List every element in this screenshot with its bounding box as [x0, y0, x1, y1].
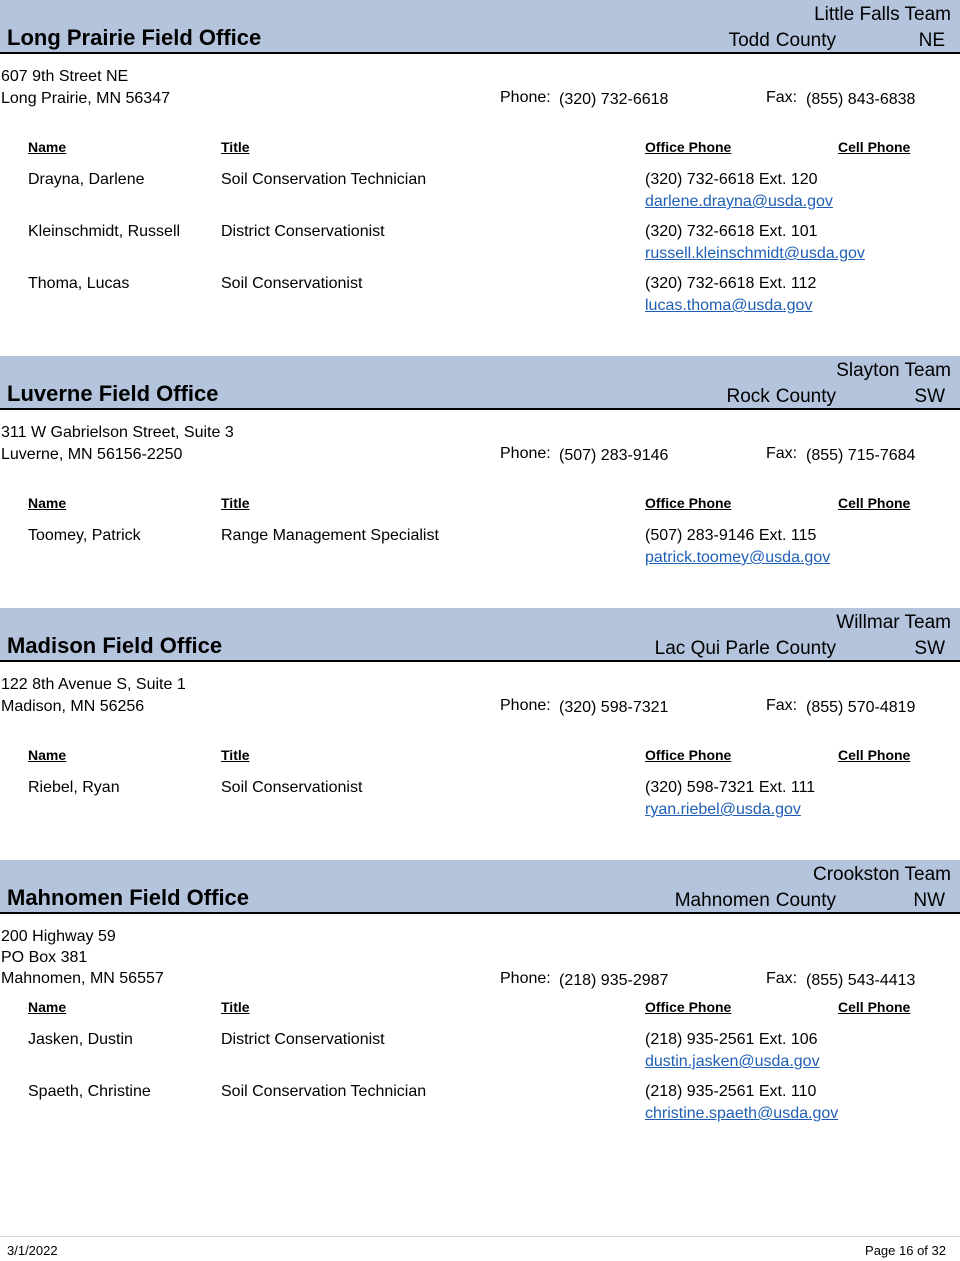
staff-office-phone: (320) 732-6618 Ext. 120	[645, 171, 818, 188]
county-word: County	[775, 638, 836, 659]
office-phone: (218) 935-2987	[559, 972, 669, 989]
county-word: County	[775, 386, 836, 407]
address-line: 311 W Gabrielson Street, Suite 3	[1, 424, 234, 441]
staff-email-link[interactable]: ryan.riebel@usda.gov	[645, 801, 801, 818]
staff-email-link[interactable]: patrick.toomey@usda.gov	[645, 549, 831, 566]
staff-title: Soil Conservation Technician	[221, 171, 427, 188]
staff-office-phone: (320) 732-6618 Ext. 101	[645, 223, 818, 240]
office-address	[1, 926, 164, 989]
col-header-title: Title	[221, 139, 250, 155]
staff-title: District Conservationist	[221, 223, 385, 240]
address-line: 607 9th Street NE	[1, 68, 129, 85]
region: SW	[914, 386, 945, 407]
county-name: Rock	[726, 386, 770, 407]
staff-email-link[interactable]: christine.spaeth@usda.gov	[645, 1105, 839, 1122]
staff-email-link[interactable]: darlene.drayna@usda.gov	[645, 193, 833, 210]
col-header-name: Name	[28, 999, 67, 1015]
address-line: 200 Highway 59	[1, 928, 116, 945]
team-name: Slayton Team	[836, 360, 951, 381]
office-section-luverne	[0, 356, 960, 596]
team-name: Little Falls Team	[814, 4, 951, 25]
region: SW	[914, 638, 945, 659]
office-banner	[0, 860, 960, 914]
col-header-cell-phone: Cell Phone	[838, 139, 911, 155]
office-fax: (855) 843-6838	[806, 91, 916, 108]
col-header-office-phone: Office Phone	[645, 139, 732, 155]
office-phone: (507) 283-9146	[559, 447, 669, 464]
county-word: County	[775, 890, 836, 911]
staff-email-link[interactable]: dustin.jasken@usda.gov	[645, 1053, 820, 1070]
office-phone: (320) 598-7321	[559, 699, 669, 716]
office-fax: (855) 543-4413	[806, 972, 916, 989]
team-name: Crookston Team	[813, 864, 951, 885]
col-header-cell-phone: Cell Phone	[838, 747, 911, 763]
office-section-mahnomen	[0, 860, 960, 1130]
staff-office-phone: (320) 598-7321 Ext. 111	[645, 779, 816, 796]
fax-label: Fax:	[766, 89, 798, 106]
fax-label: Fax:	[766, 445, 798, 462]
footer-page-number: Page 16 of 32	[865, 1243, 946, 1258]
office-banner	[0, 356, 960, 410]
office-section-long-prairie	[0, 0, 960, 330]
address-line: Mahnomen, MN 56557	[1, 970, 164, 987]
col-header-office-phone: Office Phone	[645, 495, 732, 511]
county-name: Mahnomen	[674, 890, 770, 911]
team-name: Willmar Team	[836, 612, 951, 633]
office-address	[1, 66, 170, 110]
address-line: Long Prairie, MN 56347	[1, 90, 170, 107]
fax-label: Fax:	[766, 970, 798, 987]
county	[655, 638, 836, 660]
office-section-madison	[0, 608, 960, 848]
county	[675, 890, 836, 912]
phone-label: Phone:	[500, 445, 551, 462]
county-name: Todd	[728, 30, 770, 51]
office-address	[1, 674, 186, 718]
office-fax: (855) 570-4819	[806, 699, 916, 716]
staff-office-phone: (218) 935-2561 Ext. 106	[645, 1031, 818, 1048]
office-address	[1, 422, 234, 466]
address-line: 122 8th Avenue S, Suite 1	[1, 676, 186, 693]
county-name: Lac Qui Parle	[654, 638, 770, 659]
col-header-name: Name	[28, 747, 67, 763]
staff-title: District Conservationist	[221, 1031, 385, 1048]
staff-office-phone: (320) 732-6618 Ext. 112	[645, 275, 817, 292]
staff-office-phone: (218) 935-2561 Ext. 110	[645, 1083, 817, 1100]
staff-office-phone: (507) 283-9146 Ext. 115	[645, 527, 817, 544]
staff-name: Riebel, Ryan	[28, 779, 120, 796]
col-header-title: Title	[221, 747, 250, 763]
staff-email-link[interactable]: russell.kleinschmidt@usda.gov	[645, 245, 865, 262]
office-name: Mahnomen Field Office	[7, 885, 250, 910]
staff-title: Range Management Specialist	[221, 527, 439, 544]
staff-name: Thoma, Lucas	[28, 275, 130, 292]
footer-date: 3/1/2022	[7, 1243, 58, 1258]
county	[729, 30, 836, 52]
col-header-cell-phone: Cell Phone	[838, 495, 911, 511]
staff-name: Jasken, Dustin	[28, 1031, 133, 1048]
county	[727, 386, 837, 408]
staff-name: Spaeth, Christine	[28, 1083, 151, 1100]
col-header-cell-phone: Cell Phone	[838, 999, 911, 1015]
office-phone: (320) 732-6618	[559, 91, 669, 108]
office-name: Luverne Field Office	[7, 381, 219, 406]
staff-name: Kleinschmidt, Russell	[28, 223, 181, 240]
staff-email-link[interactable]: lucas.thoma@usda.gov	[645, 297, 813, 314]
fax-label: Fax:	[766, 697, 798, 714]
staff-title: Soil Conservationist	[221, 275, 363, 292]
phone-label: Phone:	[500, 89, 551, 106]
footer-divider	[0, 1236, 960, 1237]
col-header-title: Title	[221, 495, 250, 511]
county-word: County	[775, 30, 836, 51]
phone-label: Phone:	[500, 970, 551, 987]
staff-title: Soil Conservationist	[221, 779, 363, 796]
staff-name: Toomey, Patrick	[28, 527, 141, 544]
col-header-title: Title	[221, 999, 250, 1015]
col-header-name: Name	[28, 495, 67, 511]
office-fax: (855) 715-7684	[806, 447, 916, 464]
staff-title: Soil Conservation Technician	[221, 1083, 427, 1100]
address-line: Madison, MN 56256	[1, 698, 145, 715]
staff-name: Drayna, Darlene	[28, 171, 145, 188]
phone-label: Phone:	[500, 697, 551, 714]
address-line: PO Box 381	[1, 949, 88, 966]
region: NW	[913, 890, 945, 911]
address-line: Luverne, MN 56156-2250	[1, 446, 183, 463]
office-name: Long Prairie Field Office	[7, 25, 262, 50]
office-banner	[0, 608, 960, 662]
office-name: Madison Field Office	[7, 633, 223, 658]
col-header-office-phone: Office Phone	[645, 999, 732, 1015]
col-header-name: Name	[28, 139, 67, 155]
office-banner	[0, 0, 960, 54]
col-header-office-phone: Office Phone	[645, 747, 732, 763]
region: NE	[918, 30, 945, 51]
